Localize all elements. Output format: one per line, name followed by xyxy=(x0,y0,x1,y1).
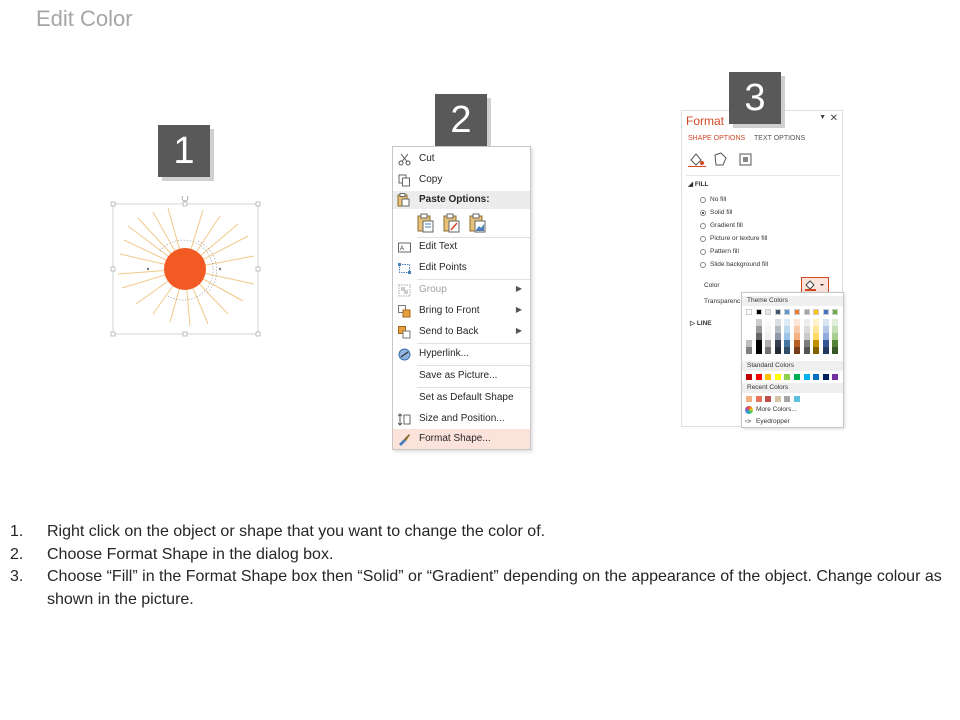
radio-picture-texture-fill[interactable] xyxy=(700,235,767,242)
theme-color-swatch[interactable] xyxy=(832,309,838,315)
menu-item-bring-to-front[interactable] xyxy=(393,301,530,321)
theme-shade-swatch[interactable] xyxy=(823,340,829,347)
standard-color-swatch[interactable] xyxy=(804,374,810,380)
menu-item-label: Save as Picture... xyxy=(419,370,498,381)
eyedropper-icon: ✑ xyxy=(745,417,752,426)
menu-item-send-to-back[interactable] xyxy=(393,322,530,342)
theme-shade-swatch[interactable] xyxy=(784,340,790,347)
theme-shade-swatch[interactable] xyxy=(804,333,810,340)
pane-title: Format xyxy=(686,114,725,128)
theme-shade-swatch[interactable] xyxy=(813,340,819,347)
menu-item-label: Copy xyxy=(419,174,443,185)
theme-shade-swatch[interactable] xyxy=(804,326,810,333)
paste-options-row xyxy=(417,213,497,235)
theme-shade-swatch[interactable] xyxy=(794,333,800,340)
theme-shade-swatch[interactable] xyxy=(765,319,771,326)
size-properties-icon xyxy=(740,154,751,165)
theme-shade-swatch[interactable] xyxy=(765,340,771,347)
instruction-number: 3. xyxy=(10,568,24,585)
more-colors-link[interactable]: More Colors... xyxy=(756,406,797,413)
instruction-number: 1. xyxy=(10,523,24,540)
theme-shade-swatch[interactable] xyxy=(756,326,762,333)
standard-colors-header: Standard Colors xyxy=(742,361,843,371)
theme-color-swatch[interactable] xyxy=(756,309,762,315)
recent-color-swatch[interactable] xyxy=(784,396,790,402)
theme-shade-swatch[interactable] xyxy=(832,347,838,354)
eyedropper-link[interactable]: Eyedropper xyxy=(756,418,790,425)
color-label: Color xyxy=(704,282,720,289)
instructions-list xyxy=(10,521,950,611)
submenu-arrow-icon: ▶ xyxy=(515,305,522,314)
instruction-number: 2. xyxy=(10,545,24,563)
transparency-label: Transparenc xyxy=(704,298,741,305)
hyperlink-icon xyxy=(397,347,411,361)
theme-shade-swatch[interactable] xyxy=(813,333,819,340)
menu-item-label: Format Shape... xyxy=(419,433,491,444)
standard-color-swatch[interactable] xyxy=(746,374,752,380)
menu-item-cut[interactable] xyxy=(393,149,530,169)
theme-shade-swatch[interactable] xyxy=(832,333,838,340)
theme-shade-swatch[interactable] xyxy=(823,319,829,326)
paste-options-header xyxy=(393,191,530,209)
instruction-item xyxy=(10,521,950,544)
theme-shade-swatch[interactable] xyxy=(775,340,781,347)
theme-shade-swatch[interactable] xyxy=(804,347,810,354)
theme-colors-header: Theme Colors xyxy=(742,296,843,306)
menu-item-label: Cut xyxy=(419,153,435,164)
theme-color-swatch[interactable] xyxy=(784,309,790,315)
theme-shade-swatch[interactable] xyxy=(775,347,781,354)
theme-shade-swatch[interactable] xyxy=(794,340,800,347)
menu-item-hyperlink[interactable] xyxy=(393,344,530,364)
theme-shade-swatch[interactable] xyxy=(746,319,752,326)
scissors-icon xyxy=(397,152,411,166)
recent-color-swatch[interactable] xyxy=(765,396,771,402)
theme-shade-swatch[interactable] xyxy=(813,347,819,354)
theme-shade-swatch[interactable] xyxy=(832,319,838,326)
radio-label: No fill xyxy=(710,196,727,203)
instruction-item xyxy=(10,544,950,567)
step-badge-3: 3 xyxy=(729,72,781,124)
color-palette-dropdown xyxy=(741,292,844,428)
theme-shade-swatch[interactable] xyxy=(765,347,771,354)
paste-merge-format-icon[interactable] xyxy=(443,213,461,233)
pane-options-dropdown-icon[interactable]: ▼ xyxy=(819,114,826,121)
send-back-icon xyxy=(397,325,411,339)
theme-shade-swatch[interactable] xyxy=(784,347,790,354)
radio-gradient-fill[interactable] xyxy=(700,222,743,229)
radio-label: Pattern fill xyxy=(710,248,739,255)
instruction-text: Choose “Fill” in the Format Shape box then “Solid” or “Gradient” depending on the appearance of the object. Change colour as shown in the picture. xyxy=(47,568,942,608)
theme-shade-swatch[interactable] xyxy=(823,347,829,354)
standard-color-swatch[interactable] xyxy=(832,374,838,380)
recent-color-swatch[interactable] xyxy=(794,396,800,402)
edit-points-icon xyxy=(397,261,411,275)
instruction-item xyxy=(10,566,950,611)
theme-shade-swatch[interactable] xyxy=(804,340,810,347)
radio-slide-background-fill[interactable] xyxy=(700,261,768,268)
theme-shade-swatch[interactable] xyxy=(756,319,762,326)
color-wheel-icon xyxy=(745,406,753,414)
format-shape-icon xyxy=(397,432,411,446)
menu-item-label: Edit Text xyxy=(419,241,458,252)
menu-item-set-default-shape[interactable] xyxy=(393,388,530,408)
menu-item-label: Set as Default Shape xyxy=(419,392,514,403)
standard-color-swatch[interactable] xyxy=(813,374,819,380)
instruction-text: Choose Format Shape in the dialog box. xyxy=(47,545,334,563)
theme-shade-swatch[interactable] xyxy=(794,347,800,354)
radio-solid-fill[interactable] xyxy=(700,209,732,216)
theme-color-swatch[interactable] xyxy=(746,309,752,315)
radio-label: Picture or texture fill xyxy=(710,235,768,242)
fill-line-icon xyxy=(691,154,704,165)
standard-color-swatch[interactable] xyxy=(775,374,781,380)
svg-text:A: A xyxy=(399,245,404,252)
radio-pattern-fill[interactable] xyxy=(700,248,739,255)
radio-label: Slide background fill xyxy=(710,261,769,268)
recent-color-swatch[interactable] xyxy=(775,396,781,402)
theme-shade-swatch[interactable] xyxy=(794,319,800,326)
tab-shape-options[interactable]: SHAPE OPTIONS xyxy=(688,135,746,142)
paste-keep-format-icon[interactable] xyxy=(417,213,435,233)
theme-shade-swatch[interactable] xyxy=(746,333,752,340)
copy-icon xyxy=(397,173,411,187)
theme-shade-swatch[interactable] xyxy=(784,319,790,326)
instruction-text: Right click on the object or shape that you want to change the color of. xyxy=(47,523,546,540)
theme-color-swatch[interactable] xyxy=(813,309,819,315)
paste-icon xyxy=(397,193,410,210)
pane-divider xyxy=(686,175,840,176)
pane-icon-row xyxy=(688,151,758,169)
paste-options-label: Paste Options: xyxy=(419,194,490,205)
standard-color-swatch[interactable] xyxy=(794,374,800,380)
context-menu xyxy=(392,146,531,450)
edit-text-icon xyxy=(397,240,411,254)
fill-section-label: FILL xyxy=(694,181,709,188)
close-icon[interactable]: ✕ xyxy=(829,113,838,124)
recent-color-swatch[interactable] xyxy=(746,396,752,402)
menu-item-edit-points[interactable] xyxy=(393,258,530,278)
standard-color-swatch[interactable] xyxy=(765,374,771,380)
menu-item-edit-text[interactable] xyxy=(393,237,530,257)
theme-color-swatch[interactable] xyxy=(804,309,810,315)
menu-item-label: Group xyxy=(419,284,447,295)
tab-text-options[interactable]: TEXT OPTIONS xyxy=(754,135,806,142)
theme-shade-swatch[interactable] xyxy=(832,340,838,347)
group-icon xyxy=(397,283,411,297)
menu-item-label: Size and Position... xyxy=(419,413,505,424)
theme-shade-swatch[interactable] xyxy=(756,347,762,354)
fill-section-header[interactable]: ◢ FILL xyxy=(688,181,709,188)
theme-shade-swatch[interactable] xyxy=(746,326,752,333)
submenu-arrow-icon: ▶ xyxy=(515,326,522,335)
theme-shade-swatch[interactable] xyxy=(784,326,790,333)
menu-item-label: Hyperlink... xyxy=(419,348,470,359)
theme-shade-swatch[interactable] xyxy=(746,340,752,347)
standard-color-swatch[interactable] xyxy=(823,374,829,380)
submenu-arrow-icon: ▶ xyxy=(515,284,522,293)
page-title: Edit Color xyxy=(36,6,133,31)
menu-item-size-and-position[interactable] xyxy=(393,409,530,429)
theme-shade-swatch[interactable] xyxy=(756,333,762,340)
bring-front-icon xyxy=(397,304,411,318)
standard-color-swatch[interactable] xyxy=(756,374,762,380)
theme-shade-swatch[interactable] xyxy=(765,326,771,333)
line-section-header[interactable]: ▷ LINE xyxy=(690,320,712,327)
theme-shade-swatch[interactable] xyxy=(804,319,810,326)
theme-shade-swatch[interactable] xyxy=(765,333,771,340)
theme-shade-swatch[interactable] xyxy=(746,347,752,354)
size-position-icon xyxy=(397,412,411,426)
menu-item-label: Bring to Front xyxy=(419,305,480,316)
theme-color-swatch[interactable] xyxy=(775,309,781,315)
theme-shade-swatch[interactable] xyxy=(775,319,781,326)
theme-shade-swatch[interactable] xyxy=(756,340,762,347)
menu-item-group[interactable] xyxy=(393,280,530,300)
menu-item-save-as-picture[interactable] xyxy=(393,366,530,386)
theme-shade-swatch[interactable] xyxy=(784,333,790,340)
menu-item-label: Edit Points xyxy=(419,262,467,273)
menu-item-label: Send to Back xyxy=(419,326,479,337)
theme-shade-swatch[interactable] xyxy=(823,333,829,340)
recent-color-swatch[interactable] xyxy=(756,396,762,402)
theme-color-swatch[interactable] xyxy=(765,309,771,315)
line-section-label: LINE xyxy=(696,320,712,327)
theme-shade-swatch[interactable] xyxy=(823,326,829,333)
theme-shade-swatch[interactable] xyxy=(794,326,800,333)
fill-color-button[interactable] xyxy=(801,277,829,293)
menu-item-copy[interactable] xyxy=(393,170,530,190)
step-badge-2: 2 xyxy=(435,94,487,146)
theme-shade-swatch[interactable] xyxy=(813,319,819,326)
effects-icon xyxy=(715,153,726,165)
menu-item-format-shape[interactable] xyxy=(393,429,530,449)
sun-shape-selection[interactable] xyxy=(108,196,263,341)
radio-no-fill[interactable] xyxy=(700,196,726,203)
radio-label: Gradient fill xyxy=(710,222,743,229)
theme-shade-swatch[interactable] xyxy=(832,326,838,333)
theme-color-swatch[interactable] xyxy=(794,309,800,315)
step-badge-1: 1 xyxy=(158,125,210,177)
recent-colors-header: Recent Colors xyxy=(742,383,843,393)
theme-shade-swatch[interactable] xyxy=(775,333,781,340)
theme-shade-swatch[interactable] xyxy=(813,326,819,333)
paste-picture-icon[interactable] xyxy=(469,213,487,233)
standard-color-swatch[interactable] xyxy=(784,374,790,380)
theme-shade-swatch[interactable] xyxy=(775,326,781,333)
theme-color-swatch[interactable] xyxy=(823,309,829,315)
sun-shape-graphic xyxy=(108,196,263,341)
paint-bucket-icon xyxy=(802,278,828,292)
radio-label: Solid fill xyxy=(710,209,733,216)
